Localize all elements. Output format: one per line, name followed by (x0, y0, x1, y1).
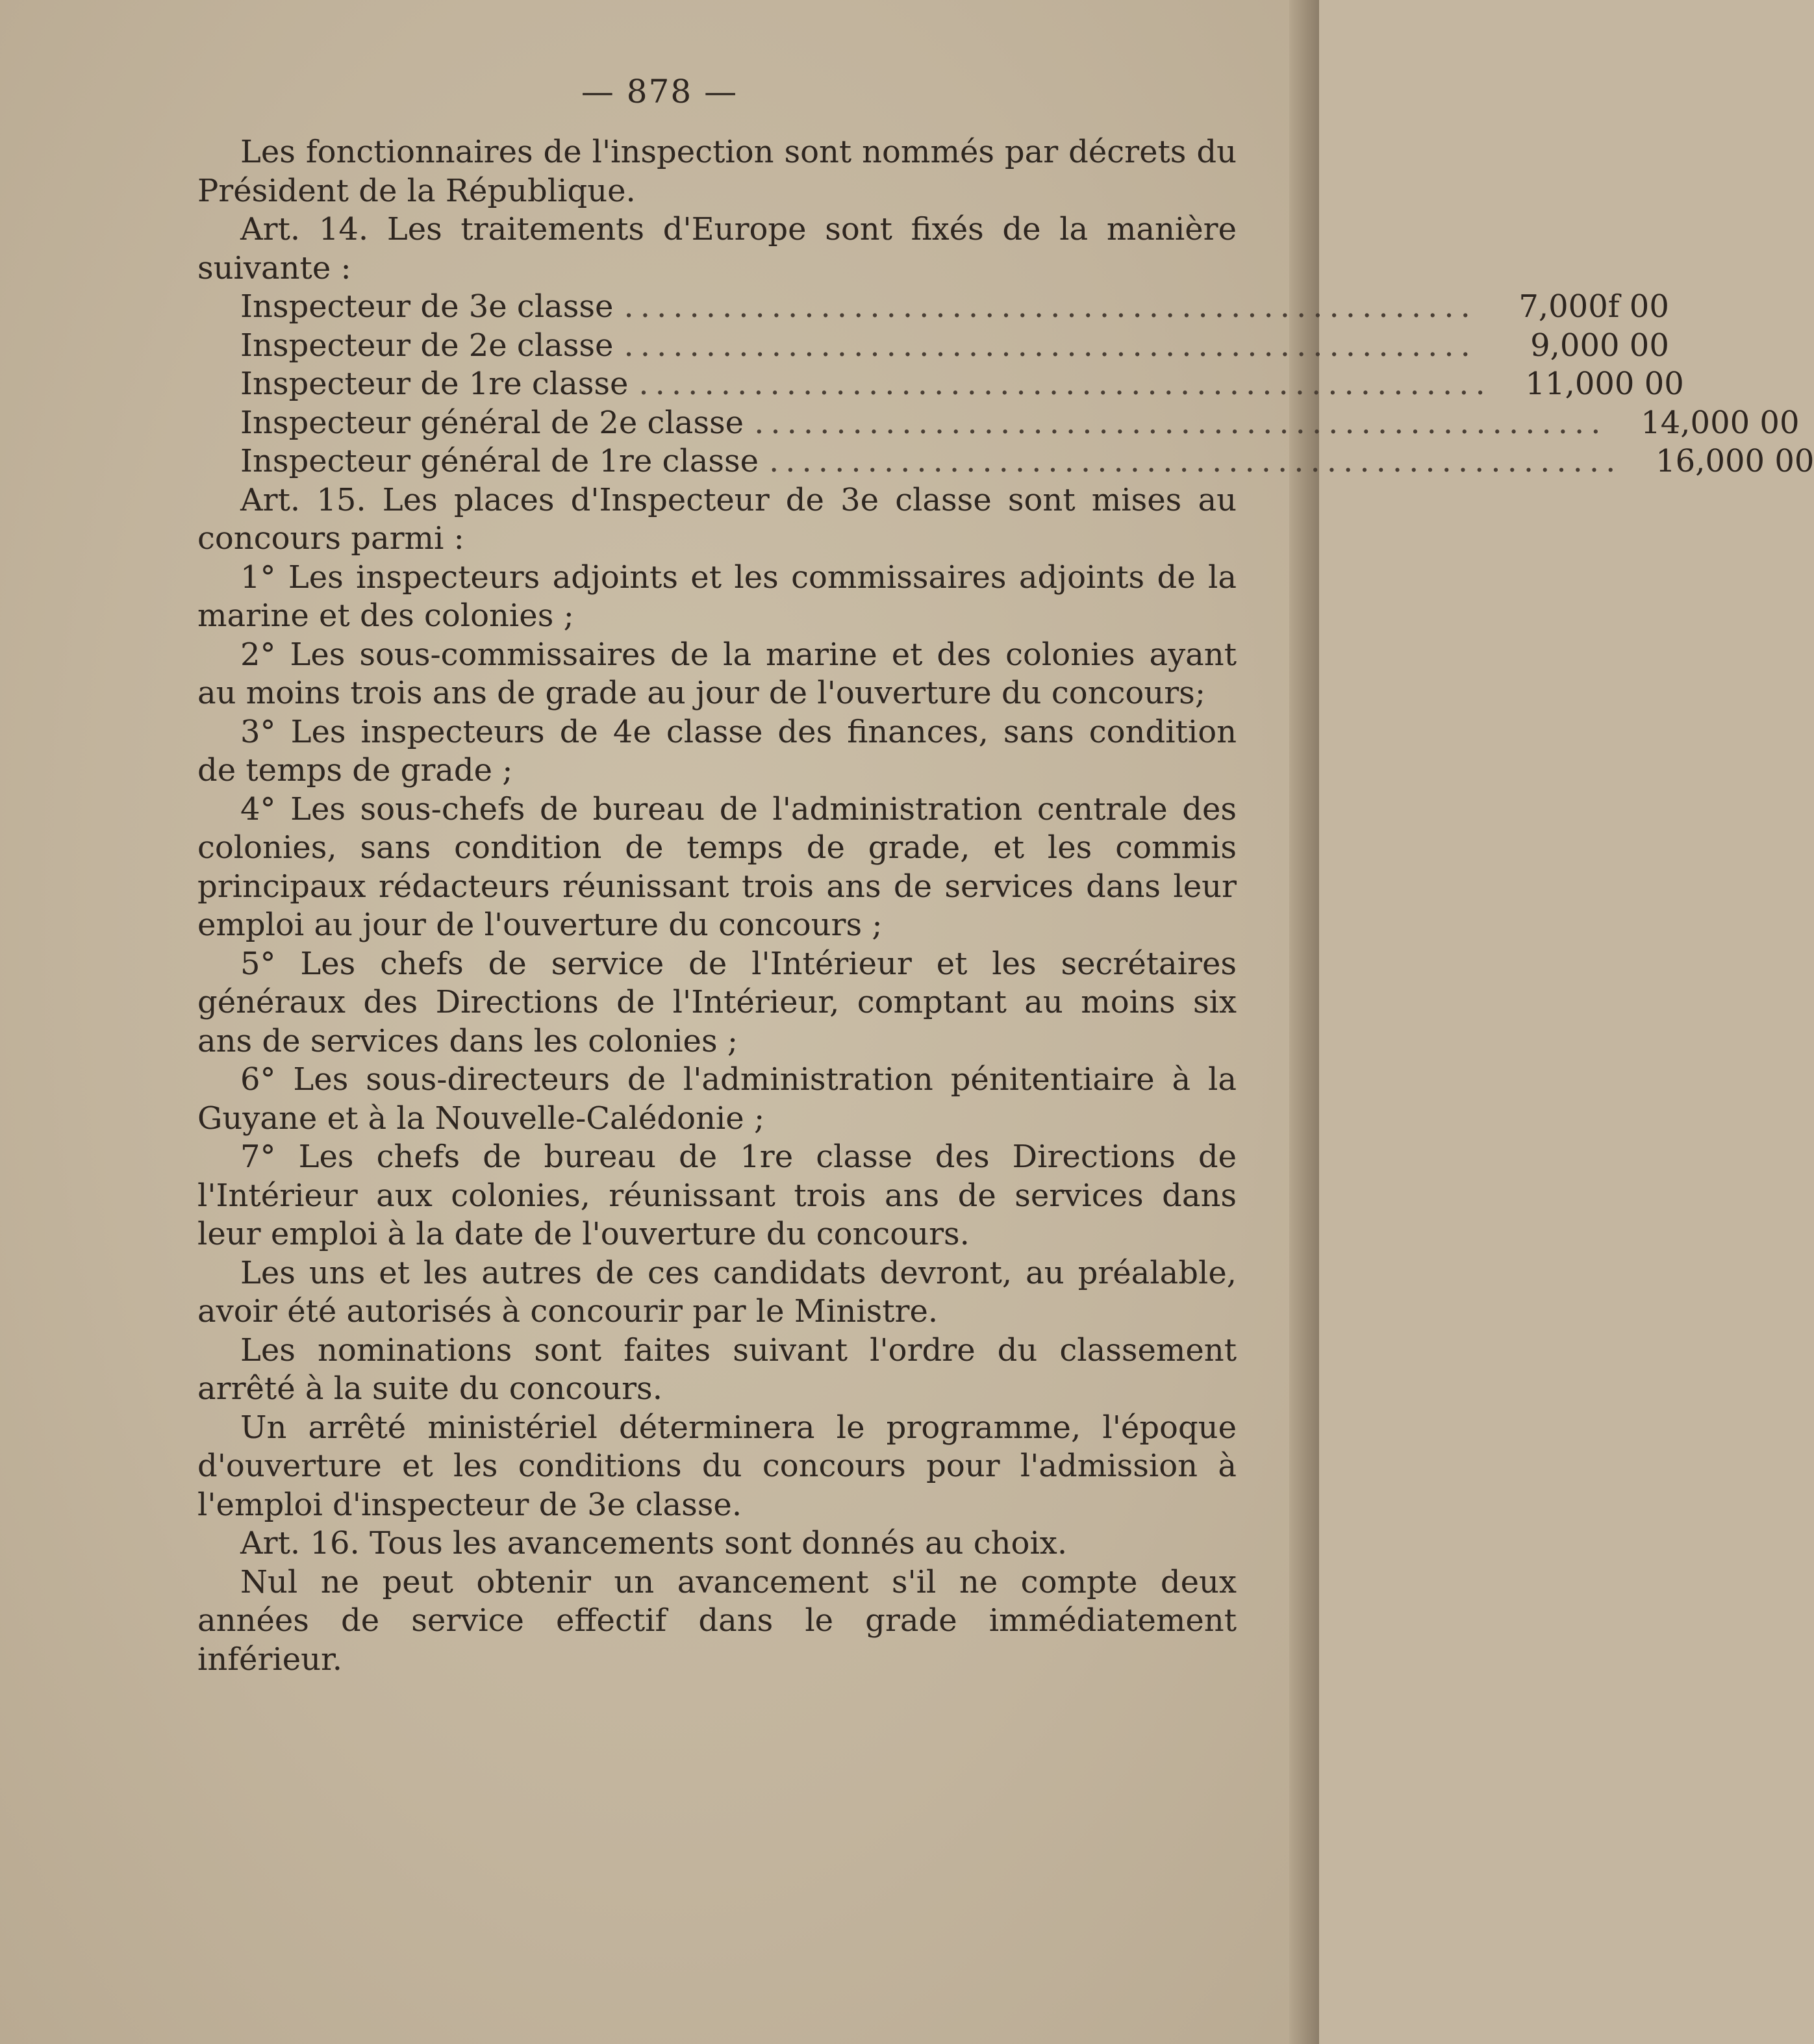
paragraph-art-14: Art. 14. Les traitements d'Europe sont fixés de la manière suivante : (197, 211, 1237, 286)
page-number: — 878 — (581, 73, 738, 110)
leader-dots: .................................................... (624, 327, 1477, 364)
salary-label: Inspecteur général de 2e classe (240, 404, 744, 441)
leader-dots: .................................................... (624, 288, 1477, 325)
paragraph-seniority: Nul ne peut obtenir un avancement s'il ne compte deux années de service effectif dans le grade immédiatement inférieur. (197, 1563, 1237, 1678)
page-text (197, 133, 1814, 1679)
salary-row (197, 442, 1814, 481)
salary-label: Inspecteur général de 1re classe (240, 443, 759, 479)
paragraph-arrete: Un arrêté ministériel déterminera le programme, l'époque d'ouverture et les conditions du concours pour l'admission à l'emploi d'inspecteur de 3e classe. (197, 1409, 1237, 1523)
list-item-1: 1° Les inspecteurs adjoints et les commissaires adjoints de la marine et des colonies ; (197, 559, 1237, 634)
paragraph-nominations: Les nominations sont faites suivant l'ordre du classement arrêté à la suite du concours. (197, 1331, 1237, 1407)
salary-row (197, 404, 1800, 443)
paragraph-authorization: Les uns et les autres de ces candidats devront, au préalable, avoir été autorisés à concourir par le Ministre. (197, 1254, 1237, 1330)
paragraph-art-16: Art. 16. Tous les avancements sont donnés au choix. (240, 1525, 1068, 1561)
list-item-3: 3° Les inspecteurs de 4e classe des finances, sans condition de temps de grade ; (197, 713, 1237, 789)
salary-amount: 11,000 00 (1525, 366, 1684, 402)
salary-table (197, 288, 1814, 481)
salary-amount: 16,000 00 (1656, 443, 1814, 479)
list-item-6: 6° Les sous-directeurs de l'administration pénitentiaire à la Guyane et à la Nouvelle-Calédonie ; (197, 1061, 1237, 1137)
salary-label: Inspecteur de 2e classe (240, 327, 614, 364)
salary-amount: 7,000f 00 (1518, 288, 1669, 325)
list-item-4: 4° Les sous-chefs de bureau de l'administration centrale des colonies, sans condition de temps de grade, et les commis principaux rédacteurs réunissant trois ans de services dans leur emploi au jour de l'ouverture du concours ; (197, 790, 1237, 943)
list-item-5: 5° Les chefs de service de l'Intérieur et les secrétaires généraux des Directions de l'Intérieur, comptant au moins six ans de services dans les colonies ; (197, 945, 1237, 1059)
leader-dots: .................................................... (769, 443, 1622, 479)
list-item-2: 2° Les sous-commissaires de la marine et des colonies ayant au moins trois ans de grade au jour de l'ouverture du concours; (197, 636, 1237, 711)
salary-row (197, 327, 1669, 366)
salary-row (197, 288, 1669, 327)
salary-row (197, 365, 1684, 404)
salary-label: Inspecteur de 1re classe (240, 366, 629, 402)
paragraph-nomination: Les fonctionnaires de l'inspection sont nommés par décrets du Président de la République. (197, 134, 1237, 209)
salary-amount: 14,000 00 (1641, 404, 1800, 441)
salary-label: Inspecteur de 3e classe (240, 288, 614, 325)
salary-amount: 9,000 00 (1530, 327, 1669, 364)
leader-dots: .................................................... (638, 366, 1492, 402)
leader-dots: .................................................... (754, 404, 1607, 441)
list-item-7: 7° Les chefs de bureau de 1re classe des Directions de l'Intérieur aux colonies, réunissant trois ans de services dans leur emploi à la date de l'ouverture du concours. (197, 1139, 1237, 1252)
paragraph-art-15: Art. 15. Les places d'Inspecteur de 3e classe sont mises au concours parmi : (197, 481, 1237, 557)
